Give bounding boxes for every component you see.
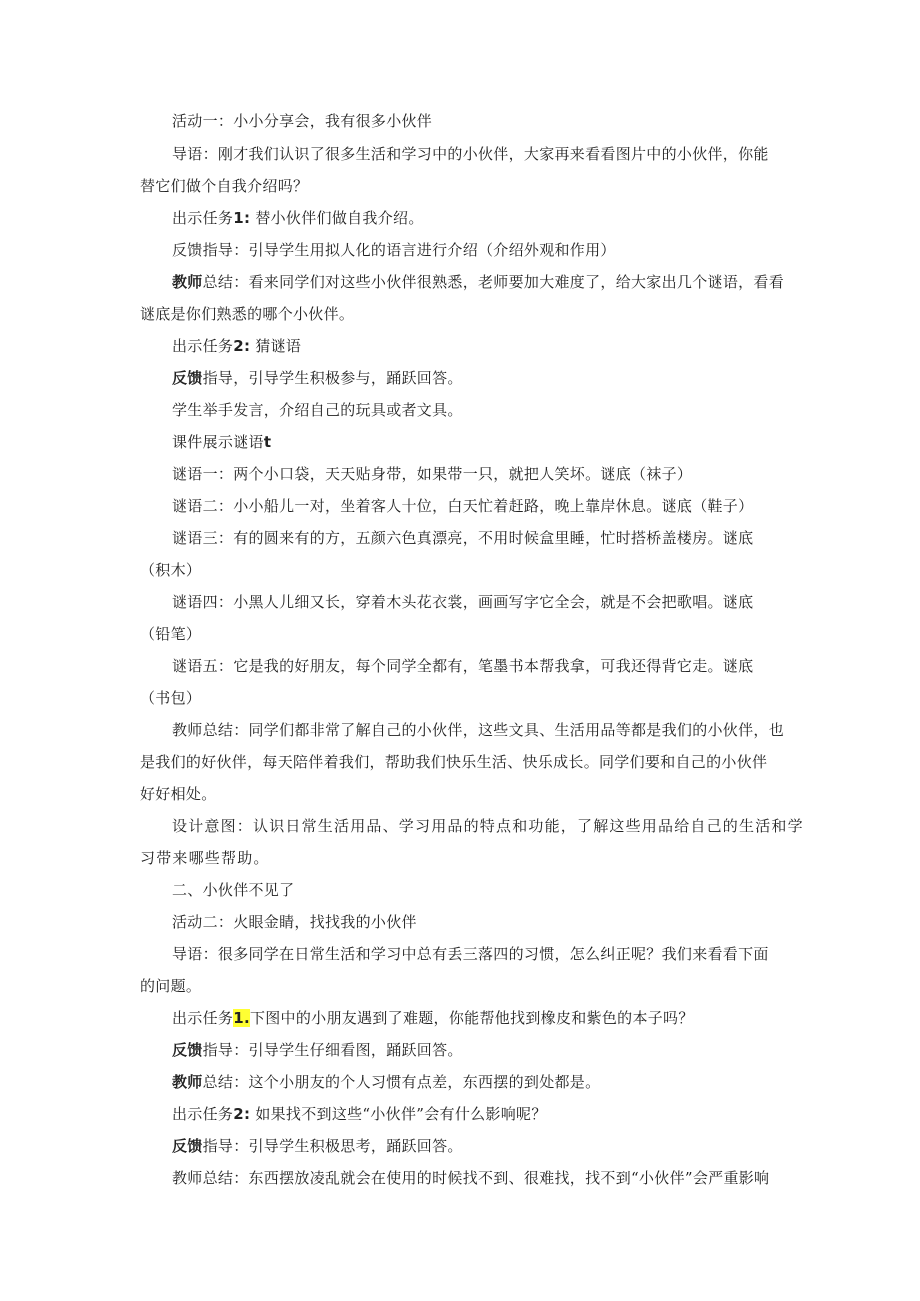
feedback1: 反馈指导：引导学生用拟人化的语言进行介绍（介绍外观和作用） xyxy=(172,241,616,259)
summary4-line1: 教师总结：东西摆放凌乱就会在使用的时候找不到、很难找，找不到“小伙伴”会严重影响 xyxy=(172,1169,770,1187)
feedback4-text: 指导：引导学生积极思考，踊跃回答。 xyxy=(202,1137,463,1155)
design-intent-line1: 设计意图：认识日常生活用品、学习用品的特点和功能，了解这些用品给自己的生活和学 xyxy=(172,817,804,835)
student-speech: 学生举手发言，介绍自己的玩具或者文具。 xyxy=(172,401,463,419)
guide2-line2: 的问题。 xyxy=(140,977,202,995)
guide1-line2: 替它们做个自我介绍吗？ xyxy=(140,177,309,195)
guide2-line1: 导语：很多同学在日常生活和学习中总有丢三落四的习惯，怎么纠正呢？我们来看看下面 xyxy=(172,945,769,963)
task3-text: 下图中的小朋友遇到了难题，你能帮他找到橡皮和紫色的本子吗？ xyxy=(249,1009,694,1027)
guide1-line1: 导语：刚才我们认识了很多生活和学习中的小伙伴，大家再来看看图片中的小伙伴，你能 xyxy=(172,145,769,163)
riddles-show-text: 课件展示谜语 xyxy=(172,433,264,451)
riddle3-line1: 谜语三：有的圆来有的方，五颜六色真漂亮，不用时候盒里睡，忙时搭桥盖楼房。谜底 xyxy=(172,529,754,547)
feedback3-label: 反馈 xyxy=(172,1041,203,1059)
task1-prefix: 出示任务 xyxy=(172,209,234,227)
feedback4-label: 反馈 xyxy=(172,1137,203,1155)
riddle3-line2: （积木） xyxy=(140,561,202,579)
section2-title: 二、小伙伴不见了 xyxy=(172,881,295,899)
activity2-title: 活动二：火眼金睛，找找我的小伙伴 xyxy=(172,913,417,931)
task4-line xyxy=(172,1104,547,1124)
task2-text: 猜谜语 xyxy=(250,337,302,355)
feedback2-line xyxy=(172,368,463,388)
riddles-show-mark: t xyxy=(263,433,272,451)
summary2-line2: 是我们的好伙伴，每天陪伴着我们，帮助我们快乐生活、快乐成长。同学们要和自己的小伙伴 xyxy=(140,753,768,771)
summary1-line1-text: 总结：看来同学们对这些小伙伴很熟悉，老师要加大难度了，给大家出几个谜语，看看 xyxy=(202,273,785,291)
task2-prefix: 出示任务 xyxy=(172,337,234,355)
task2-number: 2: xyxy=(233,337,251,355)
riddle4-line1: 谜语四：小黑人儿细又长，穿着木头花衣裳，画画写字它全会，就是不会把歌唱。谜底 xyxy=(172,593,754,611)
task3-prefix: 出示任务 xyxy=(172,1009,234,1027)
feedback4-line xyxy=(172,1136,463,1156)
riddle2: 谜语二：小小船儿一对，坐着客人十位，白天忙着赶路，晚上靠岸休息。谜底（鞋子） xyxy=(172,497,754,515)
feedback2-label: 反馈 xyxy=(172,369,203,387)
riddle1: 谜语一：两个小口袋，天天贴身带，如果带一只，就把人笑坏。谜底（袜子） xyxy=(172,465,693,483)
summary1-line2: 谜底是你们熟悉的哪个小伙伴。 xyxy=(140,305,355,323)
task1-number: 1: xyxy=(233,209,251,227)
summary3-line xyxy=(172,1072,600,1092)
feedback2-text: 指导，引导学生积极参与，踊跃回答。 xyxy=(202,369,463,387)
design-intent-line2: 习带来哪些帮助。 xyxy=(140,849,270,867)
summary1-label: 教师 xyxy=(172,273,203,291)
summary3-label: 教师 xyxy=(172,1073,203,1091)
activity1-title: 活动一：小小分享会，我有很多小伙伴 xyxy=(172,112,433,130)
summary1-line1 xyxy=(172,272,784,292)
task1-text: 替小伙伴们做自我介绍。 xyxy=(250,209,424,227)
task1-line xyxy=(172,208,424,228)
task3-line xyxy=(172,1008,694,1028)
task2-line xyxy=(172,336,301,356)
feedback3-text: 指导：引导学生仔细看图，踊跃回答。 xyxy=(202,1041,463,1059)
summary2-line3: 好好相处。 xyxy=(140,785,217,803)
riddle5-line1: 谜语五：它是我的好朋友，每个同学全都有，笔墨书本帮我拿，可我还得背它走。谜底 xyxy=(172,657,754,675)
summary2-line1: 教师总结：同学们都非常了解自己的小伙伴，这些文具、生活用品等都是我们的小伙伴，也 xyxy=(172,721,785,739)
task4-text: 如果找不到这些“小伙伴”会有什么影响呢？ xyxy=(250,1105,547,1123)
riddles-show-line xyxy=(172,432,271,452)
task3-number-highlight: 1. xyxy=(233,1009,250,1027)
riddle5-line2: （书包） xyxy=(140,689,202,707)
summary3-text: 总结：这个小朋友的个人习惯有点差，东西摆的到处都是。 xyxy=(202,1073,601,1091)
riddle4-line2: （铅笔） xyxy=(140,625,202,643)
feedback3-line xyxy=(172,1040,463,1060)
task4-prefix: 出示任务 xyxy=(172,1105,234,1123)
task4-number: 2: xyxy=(233,1105,251,1123)
